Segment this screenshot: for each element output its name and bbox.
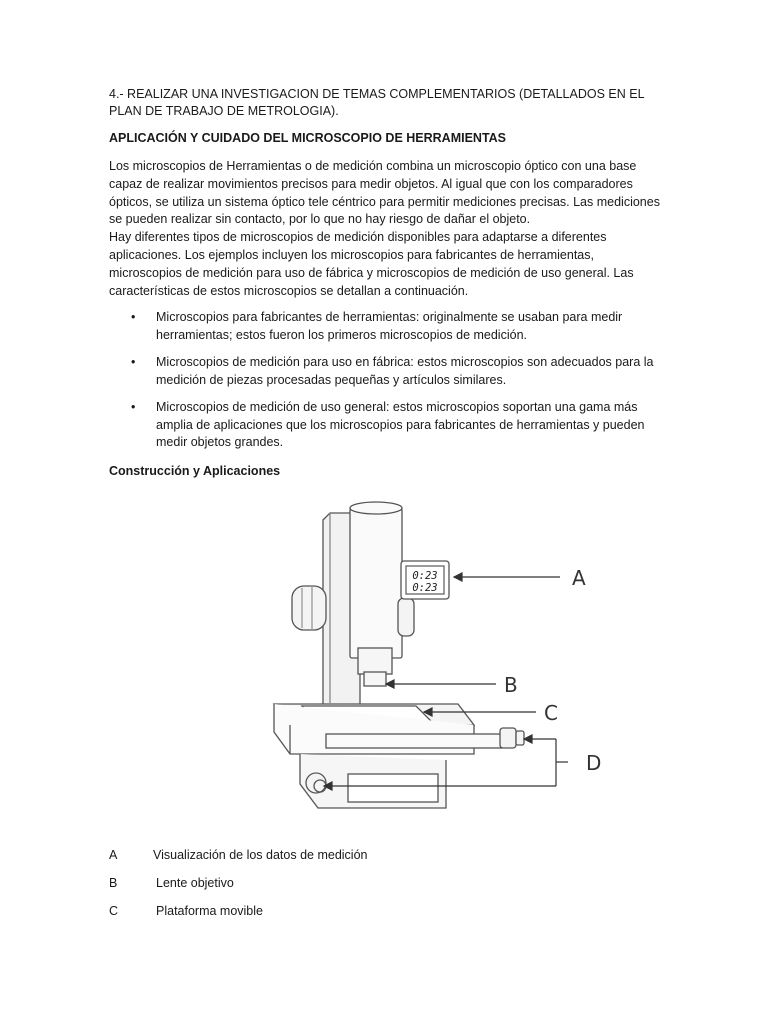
bullet-list <box>109 309 669 462</box>
list-item <box>109 309 669 344</box>
display-reading-2: 0:23 <box>412 582 438 594</box>
microscope-drawing <box>274 502 524 808</box>
legend-item-b <box>109 875 234 892</box>
display-reading-1: 0:23 <box>412 570 438 582</box>
legend-item-a <box>109 847 367 864</box>
bullet-text: Microscopios de medición para uso en fábrica: estos microscopios son adecuados para la medición de piezas procesadas pequeñas y artículos similares. <box>156 355 654 387</box>
bullet-icon: • <box>131 355 136 369</box>
paragraph-1: Los microscopios de Herramientas o de medición combina un microscopio óptico con una base capaz de realizar movimientos precisos para medir objetos. Al igual que con los comparadores ópticos, se utiliza un sistema óptico tele céntrico para permitir mediciones precisas. Las mediciones se pueden realizar sin contacto, por lo que no hay riesgo de dañar el objeto. <box>109 159 660 227</box>
list-item <box>109 399 669 452</box>
list-item <box>109 354 669 389</box>
paragraph-2: Hay diferentes tipos de microscopios de medición disponibles para adaptarse a diferentes aplicaciones. Los ejemplos incluyen los microscopios para fabricantes de herramientas, microscopios de medición para uso de fábrica y microscopios de medición de uso general. Las características de estos microscopios se detallan a continuación. <box>109 230 634 298</box>
legend-item-c <box>109 903 263 920</box>
subsection-title: Construcción y Aplicaciones <box>109 464 281 478</box>
microscope-diagram <box>268 498 608 838</box>
section-title: APLICACIÓN Y CUIDADO DEL MICROSCOPIO DE HERRAMIENTAS <box>109 131 507 145</box>
legend-text: Visualización de los datos de medición <box>153 848 368 862</box>
legend-text: Lente objetivo <box>156 876 234 890</box>
bullet-icon: • <box>131 400 136 414</box>
legend-key: A <box>109 848 118 862</box>
callout-label-b: B <box>504 673 518 697</box>
bullet-text: Microscopios para fabricantes de herramientas: originalmente se usaban para medir herramientas; estos fueron los primeros microscopios de medición. <box>156 310 623 342</box>
callout-label-c: C <box>544 701 558 725</box>
bullet-text: Microscopios de medición de uso general: estos microscopios soportan una gama más amplia de aplicaciones que los microscopios para fabricantes de herramientas y pueden medir objetos grandes. <box>156 400 645 449</box>
body-text <box>109 158 665 300</box>
legend-key: B <box>109 876 118 890</box>
callout-label-a: A <box>572 566 586 590</box>
callout-label-d: D <box>586 751 602 775</box>
task-heading: 4.- REALIZAR UNA INVESTIGACION DE TEMAS COMPLEMENTARIOS (DETALLADOS EN EL PLAN DE TRABAJO DE METROLOGIA). <box>109 87 645 118</box>
legend-text: Plataforma movible <box>156 904 263 918</box>
legend-key: C <box>109 904 119 918</box>
bullet-icon: • <box>131 310 136 324</box>
